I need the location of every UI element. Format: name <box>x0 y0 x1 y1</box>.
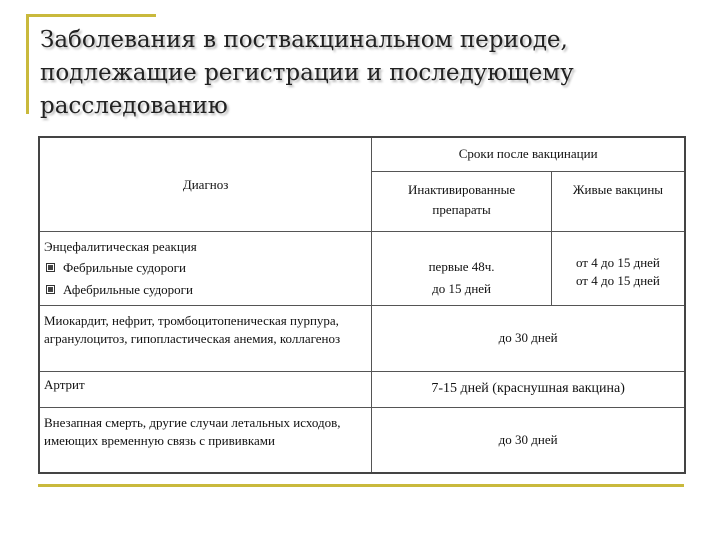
title-line-1: Заболевания в поствакцинальном периоде, <box>40 27 568 53</box>
square-bullet-icon <box>46 285 55 294</box>
diseases-table <box>38 136 686 474</box>
diagnosis-cell: Внезапная смерть, другие случаи летальных исходов, имеющих временную связь с прививками <box>39 407 372 473</box>
table-row <box>39 305 685 371</box>
span-value-cell: до 30 дней <box>372 305 685 371</box>
bullet-text: Фебрильные судороги <box>63 259 186 275</box>
bullet-text: Афебрильные судороги <box>63 281 193 297</box>
title-line-2: подлежащие регистрации и последующему <box>40 60 574 86</box>
table-row <box>39 407 685 473</box>
list-item <box>44 281 367 299</box>
header-inactivated: Инактивированные препараты <box>372 171 552 231</box>
span-value-cell: 7-15 дней (краснушная вакцина) <box>372 371 685 407</box>
live-value: от 4 до 15 дней <box>575 254 660 270</box>
list-item <box>44 259 367 277</box>
inactivated-value: до 15 дней <box>432 280 492 296</box>
decor-corner-vertical <box>26 14 29 114</box>
diagnosis-text: Энцефалитическая реакция <box>44 238 197 254</box>
live-cell <box>551 231 685 305</box>
table-header-row-1 <box>39 137 685 171</box>
header-live: Живые вакцины <box>551 171 685 231</box>
span-value-cell: до 30 дней <box>372 407 685 473</box>
table-row <box>39 231 685 305</box>
slide-title <box>40 24 680 123</box>
diagnosis-cell: Миокардит, нефрит, тромбоцитопеническая пурпура, агранулоцитоз, гипопластическая анемия, коллагеноз <box>39 305 372 371</box>
header-diagnosis: Диагноз <box>39 137 372 231</box>
table-row <box>39 371 685 407</box>
inactivated-cell <box>372 231 552 305</box>
diagnosis-cell: Артрит <box>39 371 372 407</box>
diagnosis-cell <box>39 231 372 305</box>
decor-corner-horizontal <box>26 14 156 17</box>
decor-bottom-rule <box>38 484 684 487</box>
title-line-3: расследованию <box>40 93 228 119</box>
square-bullet-icon <box>46 263 55 272</box>
inactivated-value: первые 48ч. <box>428 258 495 274</box>
header-terms-group: Сроки после вакцинации <box>372 137 685 171</box>
live-value: от 4 до 15 дней <box>575 272 660 288</box>
